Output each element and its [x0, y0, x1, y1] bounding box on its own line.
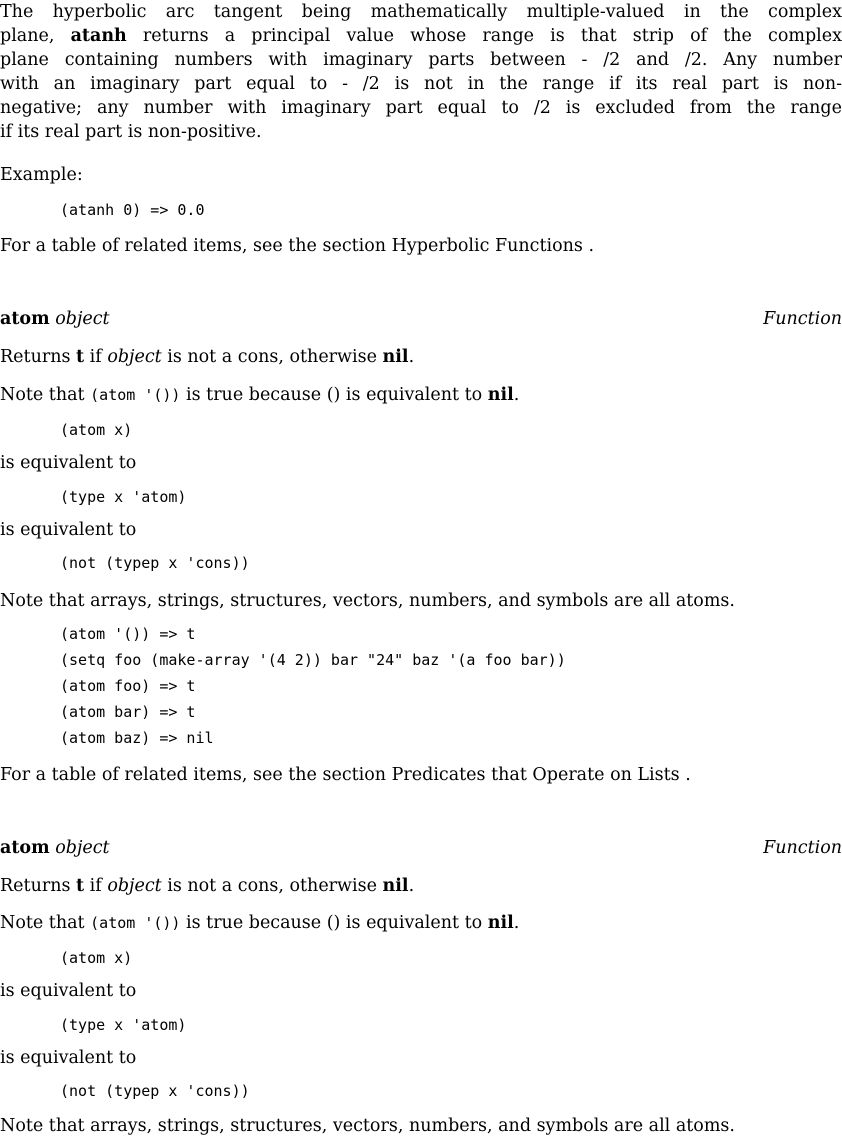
function-argument: object — [55, 309, 110, 329]
code-example: (atom x) — [60, 949, 133, 967]
text-line: is equivalent to — [0, 453, 137, 473]
function-name: atom — [0, 838, 50, 858]
returns-description: Returns t if object is not a cons, otherwise nil. — [0, 347, 415, 367]
text-line: The hyperbolic arc tangent being mathematically multiple-valued in the complex — [0, 2, 842, 22]
code-example: (atom x) — [60, 421, 133, 439]
code-example: (not (typep x 'cons)) — [60, 1082, 250, 1100]
text-line — [0, 24, 842, 48]
note-line: Note that (atom '()) is true because () is equivalent to nil. — [0, 913, 520, 933]
code-line: (atom '()) => t — [60, 625, 196, 643]
text-line: negative; any number with imaginary part equal to /2 is excluded from the range — [0, 98, 842, 118]
text-line: Note that arrays, strings, structures, vectors, numbers, and symbols are all atoms. — [0, 1116, 735, 1136]
text: returns a principal value whose range is that strip of the complex — [126, 26, 842, 46]
code-line: (setq foo (make-array '(4 2)) bar "24" baz '(a foo bar)) — [60, 651, 566, 669]
code-line: (atom bar) => t — [60, 703, 196, 721]
returns-description: Returns t if object is not a cons, otherwise nil. — [0, 876, 415, 896]
text: plane, — [0, 26, 71, 46]
text-line: if its real part is non-positive. — [0, 122, 262, 142]
related-reference: For a table of related items, see the section Predicates that Operate on Lists . — [0, 765, 691, 785]
code-example: (type x 'atom) — [60, 1016, 187, 1034]
function-argument: object — [55, 838, 110, 858]
function-heading — [0, 836, 842, 860]
text-line: is equivalent to — [0, 981, 137, 1001]
code-example: (type x 'atom) — [60, 488, 187, 506]
text-line: is equivalent to — [0, 520, 137, 540]
code-line: (atom baz) => nil — [60, 729, 214, 747]
code-example: (atanh 0) => 0.0 — [60, 201, 205, 219]
note-line: Note that (atom '()) is true because () is equivalent to nil. — [0, 385, 520, 405]
text-line: with an imaginary part equal to - /2 is not in the range if its real part is non- — [0, 74, 842, 94]
related-reference: For a table of related items, see the section Hyperbolic Functions . — [0, 236, 595, 256]
text-line: is equivalent to — [0, 1048, 137, 1068]
code-line: (atom foo) => t — [60, 677, 196, 695]
entry-kind: Function — [763, 838, 842, 858]
code-example: (not (typep x 'cons)) — [60, 554, 250, 572]
entry-kind: Function — [763, 309, 842, 329]
function-name: atanh — [70, 26, 127, 46]
text-line: plane containing numbers with imaginary parts between - /2 and /2. Any number — [0, 50, 842, 70]
function-heading — [0, 307, 842, 331]
function-name: atom — [0, 309, 50, 329]
text-line: Note that arrays, strings, structures, vectors, numbers, and symbols are all atoms. — [0, 591, 735, 611]
example-label: Example: — [0, 165, 83, 185]
